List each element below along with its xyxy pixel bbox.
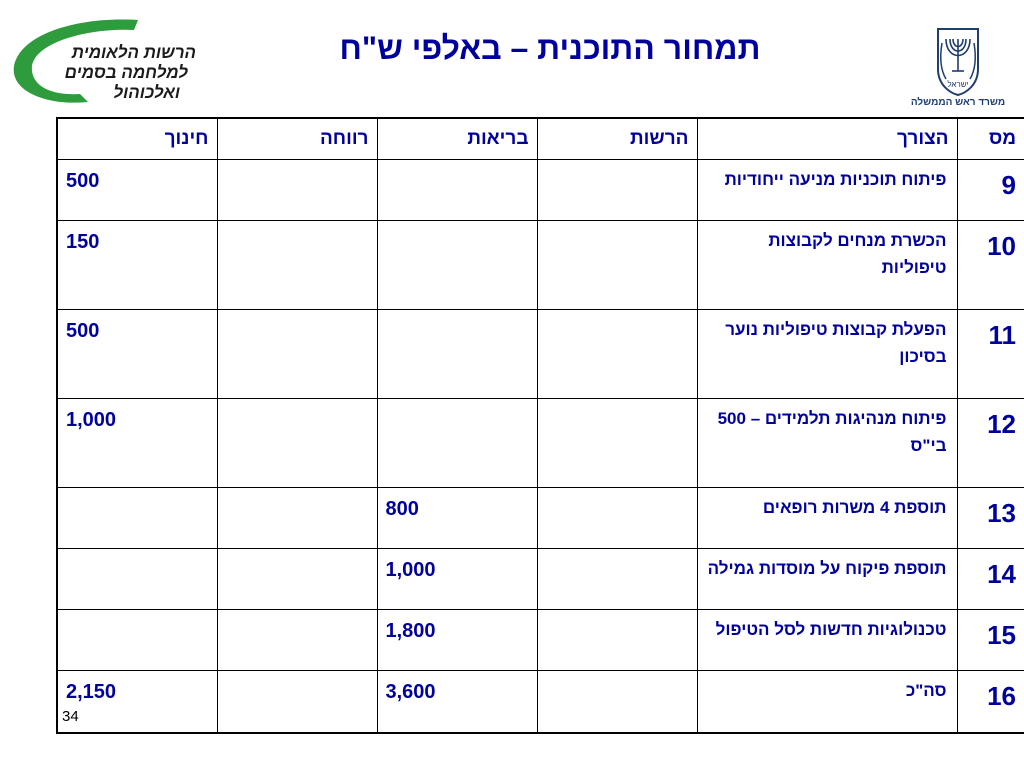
- row-need: טכנולוגיות חדשות לסל הטיפול: [697, 610, 957, 671]
- row-education: 2,150: [57, 671, 217, 733]
- row-number: 16: [957, 671, 1024, 733]
- row-welfare: [217, 160, 377, 221]
- row-education: 1,000: [57, 398, 217, 487]
- table-row: [57, 398, 1024, 487]
- page-number: 34: [62, 708, 79, 725]
- table-row: [57, 160, 1024, 221]
- row-welfare: [217, 310, 377, 399]
- row-number: 12: [957, 398, 1024, 487]
- row-health: [377, 160, 537, 221]
- row-authority: [537, 549, 697, 610]
- slide-title: תמחור התוכנית – באלפי ש"ח: [339, 30, 761, 66]
- row-authority: [537, 160, 697, 221]
- row-welfare: [217, 549, 377, 610]
- header-education: חינוך: [57, 118, 217, 160]
- row-welfare: [217, 610, 377, 671]
- row-health: [377, 221, 537, 310]
- table-row: [57, 549, 1024, 610]
- header-number: מס: [957, 118, 1024, 160]
- row-welfare: [217, 671, 377, 733]
- row-need: תוספת 4 משרות רופאים: [697, 487, 957, 548]
- row-education: 500: [57, 160, 217, 221]
- row-education: [57, 549, 217, 610]
- row-education: 500: [57, 310, 217, 399]
- row-education: [57, 487, 217, 548]
- row-need: הכשרת מנחים לקבוצות טיפוליות: [697, 221, 957, 310]
- authority-logo: [8, 14, 208, 106]
- table-row: [57, 221, 1024, 310]
- row-need: תוספת פיקוח על מוסדות גמילה: [697, 549, 957, 610]
- row-education: [57, 610, 217, 671]
- header-welfare: רווחה: [217, 118, 377, 160]
- row-number: 15: [957, 610, 1024, 671]
- row-education: 150: [57, 221, 217, 310]
- header-need: הצורך: [697, 118, 957, 160]
- row-number: 13: [957, 487, 1024, 548]
- row-authority: [537, 487, 697, 548]
- table-header-row: [57, 118, 1024, 160]
- row-welfare: [217, 487, 377, 548]
- table-row: [57, 487, 1024, 548]
- logo-line-3: ואלכוהול: [113, 83, 180, 102]
- row-welfare: [217, 221, 377, 310]
- row-authority: [537, 671, 697, 733]
- row-authority: [537, 221, 697, 310]
- emblem-text: ישראל: [947, 80, 969, 89]
- row-health: 1,000: [377, 549, 537, 610]
- row-authority: [537, 610, 697, 671]
- ministry-caption: משרד ראש הממשלה: [910, 97, 1006, 108]
- row-health: [377, 310, 537, 399]
- row-health: 3,600: [377, 671, 537, 733]
- row-health: 1,800: [377, 610, 537, 671]
- row-need: סה"כ: [697, 671, 957, 733]
- row-authority: [537, 310, 697, 399]
- row-number: 14: [957, 549, 1024, 610]
- logo-line-2: למלחמה בסמים: [64, 63, 188, 82]
- row-health: 800: [377, 487, 537, 548]
- cost-table: [56, 117, 1024, 734]
- row-number: 10: [957, 221, 1024, 310]
- header-health: בריאות: [377, 118, 537, 160]
- row-need: פיתוח מנהיגות תלמידים – 500 בי"ס: [697, 398, 957, 487]
- row-number: 11: [957, 310, 1024, 399]
- table-total-row: [57, 671, 1024, 733]
- row-authority: [537, 398, 697, 487]
- row-health: [377, 398, 537, 487]
- row-number: 9: [957, 160, 1024, 221]
- row-need: פיתוח תוכניות מניעה ייחודיות: [697, 160, 957, 221]
- logo-line-1: הרשות הלאומית: [71, 43, 196, 62]
- header-authority: הרשות: [537, 118, 697, 160]
- row-need: הפעלת קבוצות טיפוליות נוער בסיכון: [697, 310, 957, 399]
- table-row: [57, 610, 1024, 671]
- table-row: [57, 310, 1024, 399]
- row-welfare: [217, 398, 377, 487]
